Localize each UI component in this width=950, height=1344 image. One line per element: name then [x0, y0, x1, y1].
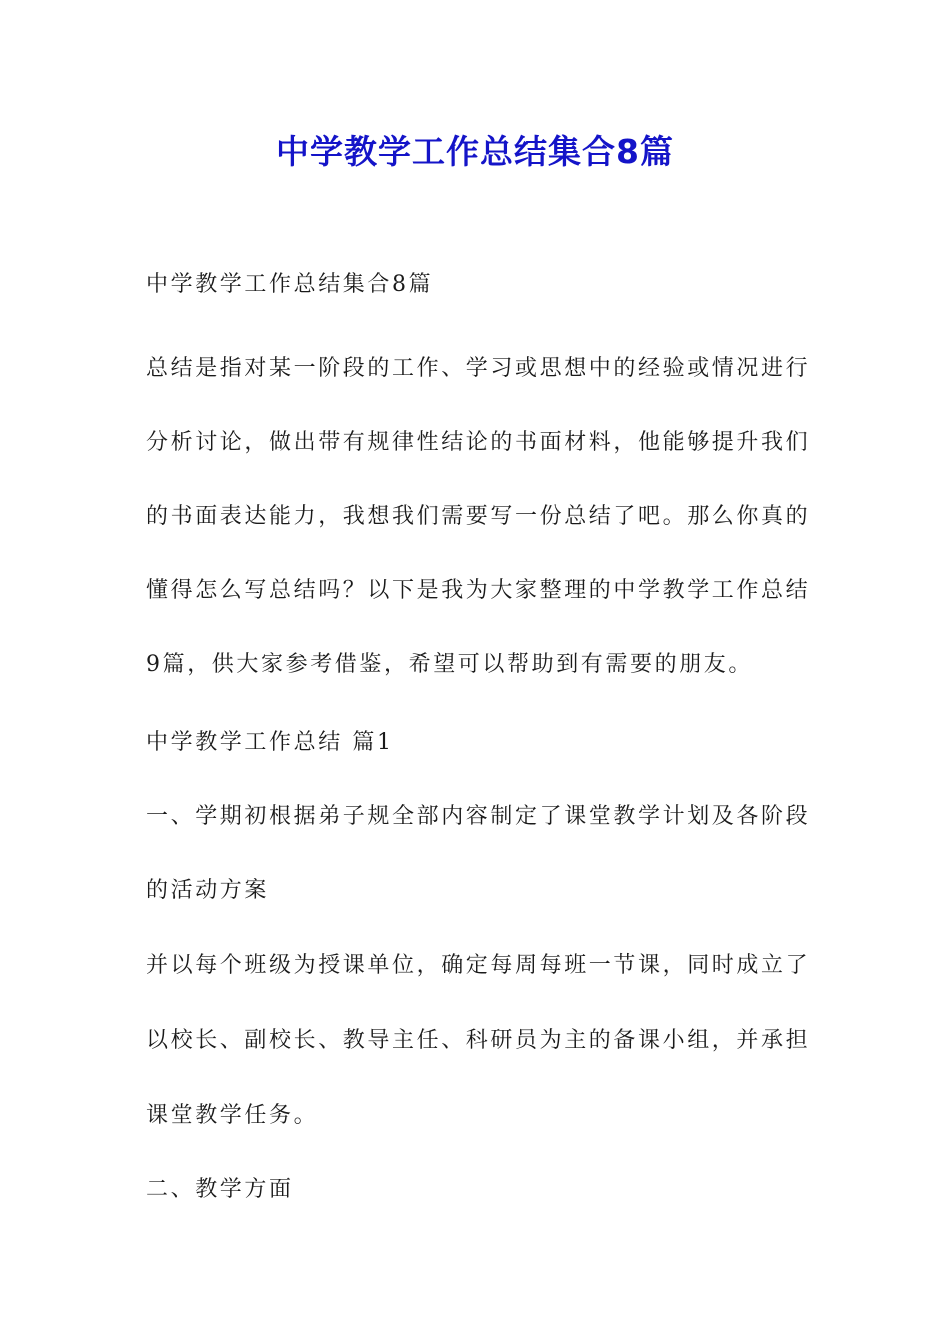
paragraph-line: 分析讨论，做出带有规律性结论的书面材料，他能够提升我们	[146, 430, 811, 455]
paragraph-line: 的活动方案	[146, 878, 270, 903]
paragraph-line: 课堂教学任务。	[146, 1103, 319, 1128]
paragraph-line: 9篇，供大家参考借鉴，希望可以帮助到有需要的朋友。	[146, 652, 753, 677]
paragraph-item-1	[146, 780, 810, 928]
paragraph-line: 一、学期初根据弟子规全部内容制定了课堂教学计划及各阶段	[146, 804, 811, 829]
paragraph-line: 的书面表达能力，我想我们需要写一份总结了吧。那么你真的	[146, 504, 811, 529]
paragraph-line: 中学教学工作总结 篇1	[146, 730, 394, 755]
paragraph-line: 并以每个班级为授课单位，确定每周每班一节课，同时成立了	[146, 953, 811, 978]
paragraph-line: 二、教学方面	[146, 1177, 294, 1202]
paragraph-section-heading	[146, 706, 394, 780]
paragraph-line: 中学教学工作总结集合8篇	[146, 272, 434, 297]
paragraph-item-1-detail	[146, 928, 810, 1153]
paragraph-item-2	[146, 1153, 294, 1227]
paragraph-subtitle	[146, 258, 433, 312]
paragraph-line: 总结是指对某一阶段的工作、学习或思想中的经验或情况进行	[146, 356, 811, 381]
paragraph-line: 懂得怎么写总结吗？以下是我为大家整理的中学教学工作总结	[146, 578, 811, 603]
document-title: 中学教学工作总结集合8篇	[276, 132, 674, 171]
paragraph-line: 以校长、副校长、教导主任、科研员为主的备课小组，并承担	[146, 1028, 811, 1053]
paragraph-intro	[146, 332, 810, 702]
